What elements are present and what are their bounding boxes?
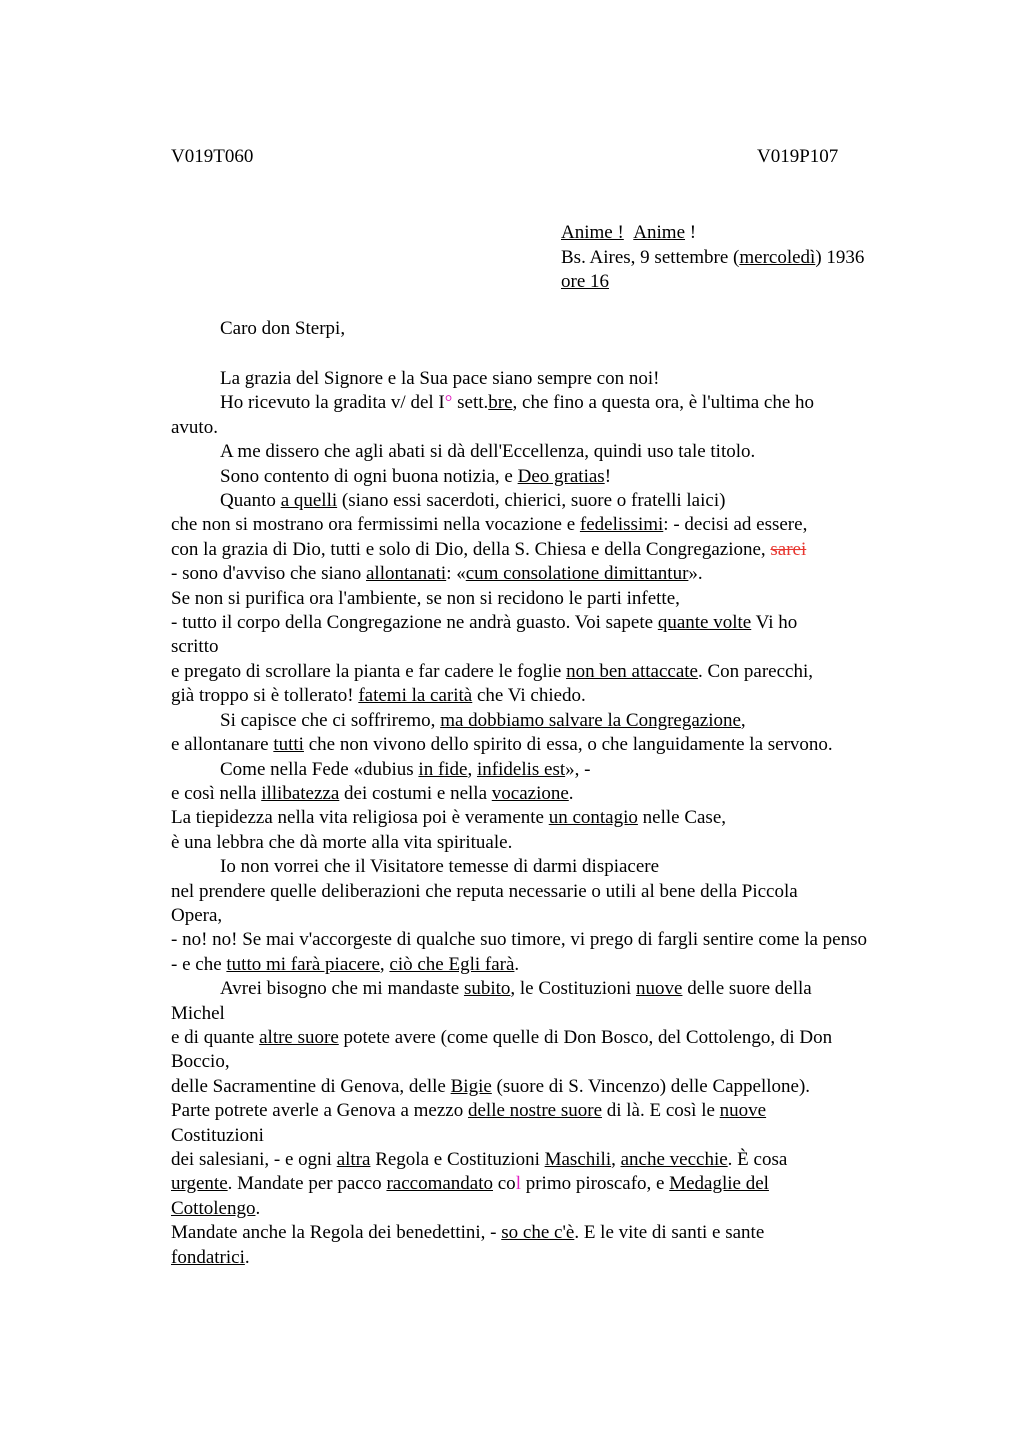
motto-end: !: [685, 222, 697, 243]
letter-line: Avrei bisogno che mi mandaste subito, le Costituzioni nuove delle suore della: [220, 978, 812, 1000]
motto-anime-1: Anime !: [561, 222, 624, 243]
dateline: [561, 221, 864, 295]
letter-line: Ho ricevuto la gradita v/ del I° sett.bre, che fino a questa ora, è l'ultima che ho: [220, 392, 815, 414]
letter-line: che non si mostrano ora fermissimi nella vocazione e fedelissimi: - decisi ad essere,: [171, 514, 808, 536]
letter-line: Parte potrete averle a Genova a mezzo delle nostre suore di là. E così le nuove: [171, 1100, 767, 1122]
letter-line: e così nella illibatezza dei costumi e nella vocazione.: [171, 782, 574, 804]
letter-line: Se non si purifica ora l'ambiente, se non si recidono le parti infette,: [171, 587, 680, 609]
letter-line: scritto: [171, 636, 219, 658]
letter-line: e di quante altre suore potete avere (come quelle di Don Bosco, del Cottolengo, di Don: [171, 1026, 833, 1048]
letter-line: - e che tutto mi farà piacere, ciò che Egli farà.: [171, 953, 520, 975]
letter-line: nel prendere quelle deliberazioni che reputa necessarie o utili al bene della Piccola: [171, 880, 798, 902]
letter-line: fondatrici.: [171, 1246, 250, 1268]
letter-line: Michel: [171, 1002, 225, 1024]
letter-line: già troppo si è tollerato! fatemi la carità che Vi chiedo.: [171, 685, 586, 707]
letter-line: avuto.: [171, 416, 218, 438]
letter-line: Come nella Fede «dubius in fide, infidelis est», -: [220, 758, 591, 780]
letter-line: - no! no! Se mai v'accorgeste di qualche suo timore, vi prego di fargli sentire come la penso: [171, 929, 868, 951]
letter-line: - tutto il corpo della Congregazione ne andrà guasto. Voi sapete quante volte Vi ho: [171, 612, 798, 634]
motto-anime-2: Anime: [633, 222, 686, 243]
letter-line: Costituzioni: [171, 1124, 264, 1146]
document-code-left: V019T060: [171, 146, 254, 167]
salutation: Caro don Sterpi,: [220, 318, 346, 339]
letter-line: Cottolengo.: [171, 1197, 261, 1219]
dateline-motto: [561, 221, 864, 246]
letter-line: Boccio,: [171, 1051, 230, 1073]
dateline-weekday: mercoledì: [739, 246, 816, 268]
letter-line: Mandate anche la Regola dei benedettini, - so che c'è. E le vite di santi e sante: [171, 1222, 765, 1244]
letter-line: delle Sacramentine di Genova, delle Bigie (suore di S. Vincenzo) delle Cappellone).: [171, 1075, 811, 1097]
letter-line: - sono d'avviso che siano allontanati: «cum consolatione dimittantur».: [171, 563, 703, 585]
document-code-right: V019P107: [757, 146, 839, 167]
letter-line: La grazia del Signore e la Sua pace siano sempre con noi!: [220, 368, 660, 389]
letter-line: urgente. Mandate per pacco raccomandato col primo piroscafo, e Medaglie del: [171, 1173, 769, 1195]
dateline-place-date: Bs. Aires, 9 settembre (mercoledì) 1936: [561, 246, 865, 268]
letter-line: La tiepidezza nella vita religiosa poi è veramente un contagio nelle Case,: [171, 807, 727, 829]
letter-line: Si capisce che ci soffriremo, ma dobbiamo salvare la Congregazione,: [220, 709, 746, 731]
letter-line: è una lebbra che dà morte alla vita spirituale.: [171, 831, 513, 853]
letter-line: Sono contento di ogni buona notizia, e Deo gratias!: [220, 465, 612, 487]
letter-line: Io non vorrei che il Visitatore temesse di darmi dispiacere: [220, 856, 660, 878]
dateline-time: ore 16: [561, 271, 610, 292]
letter-line: Opera,: [171, 904, 223, 926]
letter-line: e allontanare tutti che non vivono dello spirito di essa, o che languidamente la servono.: [171, 734, 833, 756]
letter-line: e pregato di scrollare la pianta e far cadere le foglie non ben attaccate. Con parecchi,: [171, 660, 813, 682]
letter-line: Quanto a quelli (siano essi sacerdoti, chierici, suore o fratelli laici): [220, 490, 726, 512]
letter-body: [171, 367, 867, 1270]
magenta-correction: l: [515, 1173, 521, 1195]
degree-mark: °: [444, 392, 453, 414]
letter-line: dei salesiani, - e ogni altra Regola e Costituzioni Maschili, anche vecchie. È cosa: [171, 1149, 788, 1170]
letter-line: A me dissero che agli abati si dà dell'Eccellenza, quindi uso tale titolo.: [220, 441, 756, 463]
struck-word: sarei: [770, 538, 807, 560]
letter-line: con la grazia di Dio, tutti e solo di Dio, della S. Chiesa e della Congregazione, sarei: [171, 538, 807, 560]
